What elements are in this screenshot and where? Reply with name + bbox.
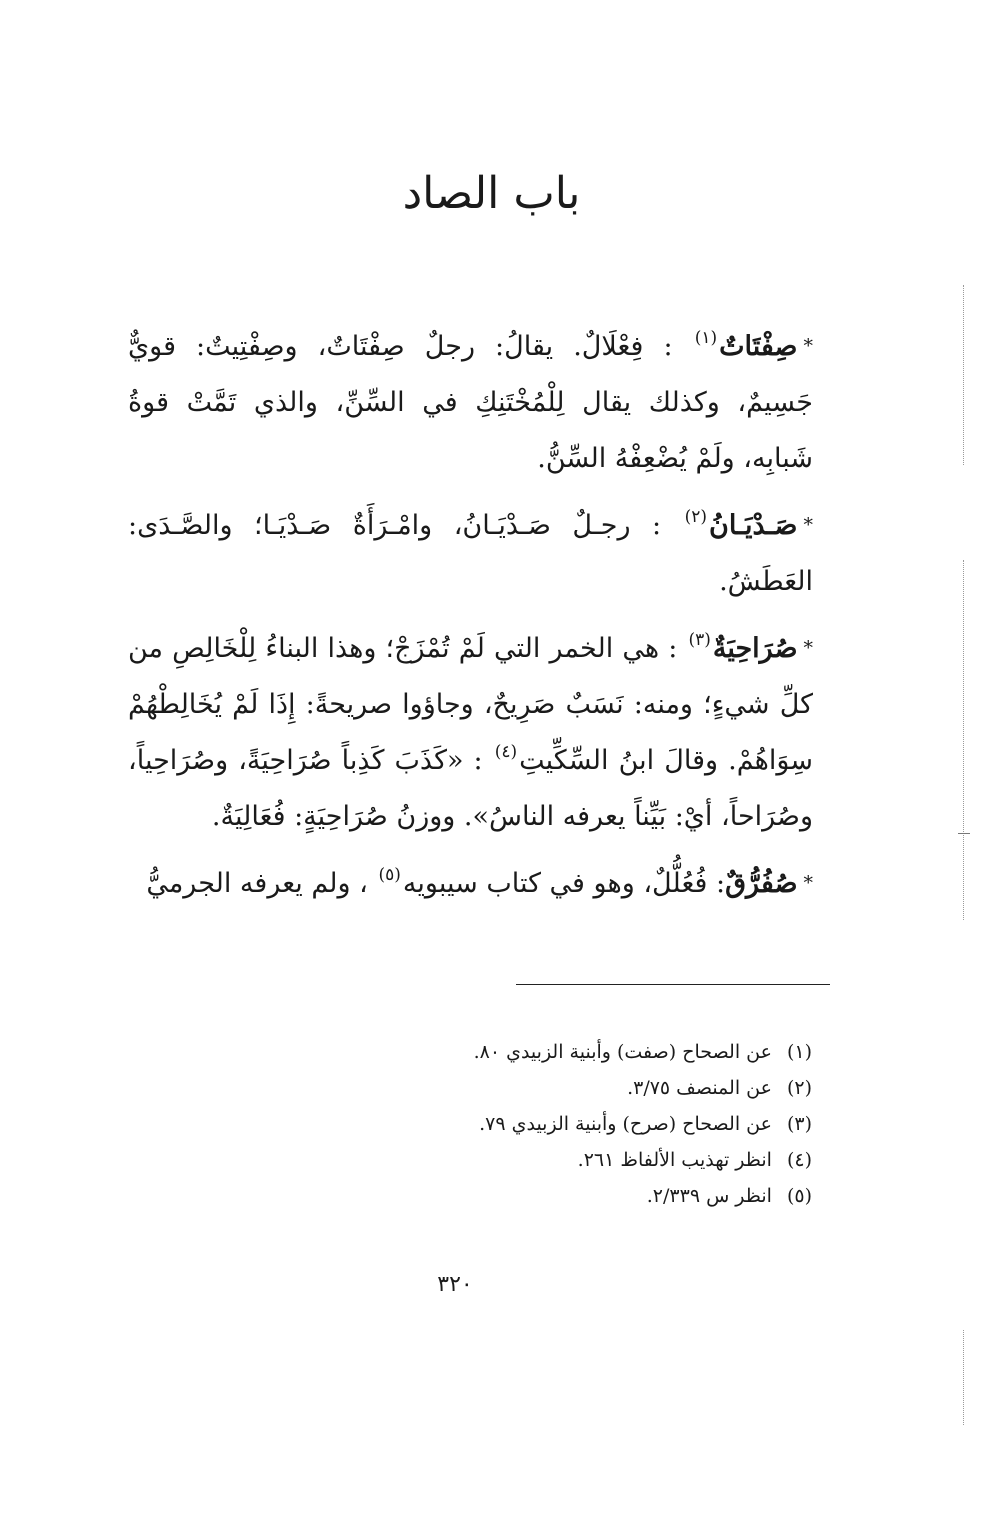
star-marker: * <box>803 514 813 536</box>
star-marker: * <box>803 872 813 894</box>
footnote <box>300 1178 812 1214</box>
scan-margin-line <box>963 285 964 465</box>
page-title: باب الصاد <box>402 168 581 219</box>
entry-text: ، ولم يعرفه الجرميُّ <box>146 868 377 899</box>
entry-text: : فِعْلَالٌ. يقالُ: رجلٌ صِفْتَاتٌ، وصِفْتِيتٌ: قويٌّ جَسِيمٌ، وكذلك يقال لِلْمُخْتَنِكِ في السِّنِّ، والذي تَمَّتْ قوةُ شَبابِه، ولَمْ يُضْعِفْهُ السِّنُّ. <box>128 331 813 474</box>
footnote-text: عن الصحاح (صرح) وأبنية الزبيدي ٧٩. <box>479 1113 772 1135</box>
entry-text: : رجـلٌ صَـدْيَـانُ، وامْـرَأَةٌ صَـدْيَـا؛ والصَّـدَى: العَطَشُ. <box>128 510 813 597</box>
footnote-text: انظر س ٢/٣٣٩. <box>646 1185 772 1207</box>
footnote <box>300 1106 812 1142</box>
entry-sufurruq <box>128 855 813 912</box>
footnote <box>300 1034 812 1070</box>
footnote-ref[interactable]: (١) <box>694 328 718 348</box>
footnote-text: عن الصحاح (صفت) وأبنية الزبيدي ٨٠. <box>473 1041 772 1063</box>
scan-margin-tick <box>958 833 970 834</box>
headword: صُرَاحِيَةٌ <box>712 633 798 664</box>
footnote-ref[interactable]: (٥) <box>378 865 401 885</box>
footnotes <box>300 1034 812 1214</box>
footnote-number: (٢) <box>786 1077 812 1099</box>
main-text <box>128 318 813 922</box>
scan-margin-line <box>963 1330 964 1425</box>
footnote-text: انظر تهذيب الألفاظ ٢٦١. <box>577 1149 772 1171</box>
star-marker: * <box>803 335 813 357</box>
star-marker: * <box>803 637 813 659</box>
entry-surahiya <box>128 620 813 845</box>
headword: صُفُرُّقٌ <box>725 868 798 899</box>
headword: صَـدْيَـانُ <box>709 510 798 541</box>
scan-margin-line <box>963 560 964 920</box>
footnote-number: (١) <box>786 1041 812 1063</box>
entry-text: : «كَذَبَ كَذِباً صُرَاحِيَةً، وصُرَاحِياً، وصُرَاحاً، أيْ: بَيِّناً يعرفه الناسُ». ووزنُ صُرَاحِيَةٍ: فُعَالِيَةٌ. <box>128 745 813 832</box>
footnote <box>300 1070 812 1106</box>
footnote <box>300 1142 812 1178</box>
entry-sadyan <box>128 497 813 610</box>
footnote-ref[interactable]: (٤) <box>494 742 518 762</box>
entry-text: : هي الخمر التي لَمْ تُمْزَجْ؛ وهذا البناءُ لِلْخَالِصِ من كلِّ شيءٍ؛ ومنه: نَسَبٌ صَرِيحٌ، وجاؤوا صريحةً: إِذَا لَمْ يُخَالِطْهُمْ سِوَاهُمْ. وقالَ ابنُ السِّكِّيتِ <box>128 633 813 776</box>
entry-text: : فُعُلُّلٌ، وهو في كتاب سيبويه <box>402 868 726 899</box>
footnote-number: (٥) <box>786 1185 812 1207</box>
footnote-text: عن المنصف ٣/٧٥. <box>627 1077 772 1099</box>
headword: صِفْتَاتٌ <box>719 331 798 362</box>
footnote-separator <box>516 984 830 985</box>
entry-siftat <box>128 318 813 487</box>
page-number: ٣٢٠ <box>437 1272 473 1297</box>
footnote-ref[interactable]: (٣) <box>688 630 711 650</box>
footnote-number: (٣) <box>786 1113 812 1135</box>
footnote-number: (٤) <box>786 1149 812 1171</box>
footnote-ref[interactable]: (٢) <box>684 507 707 527</box>
